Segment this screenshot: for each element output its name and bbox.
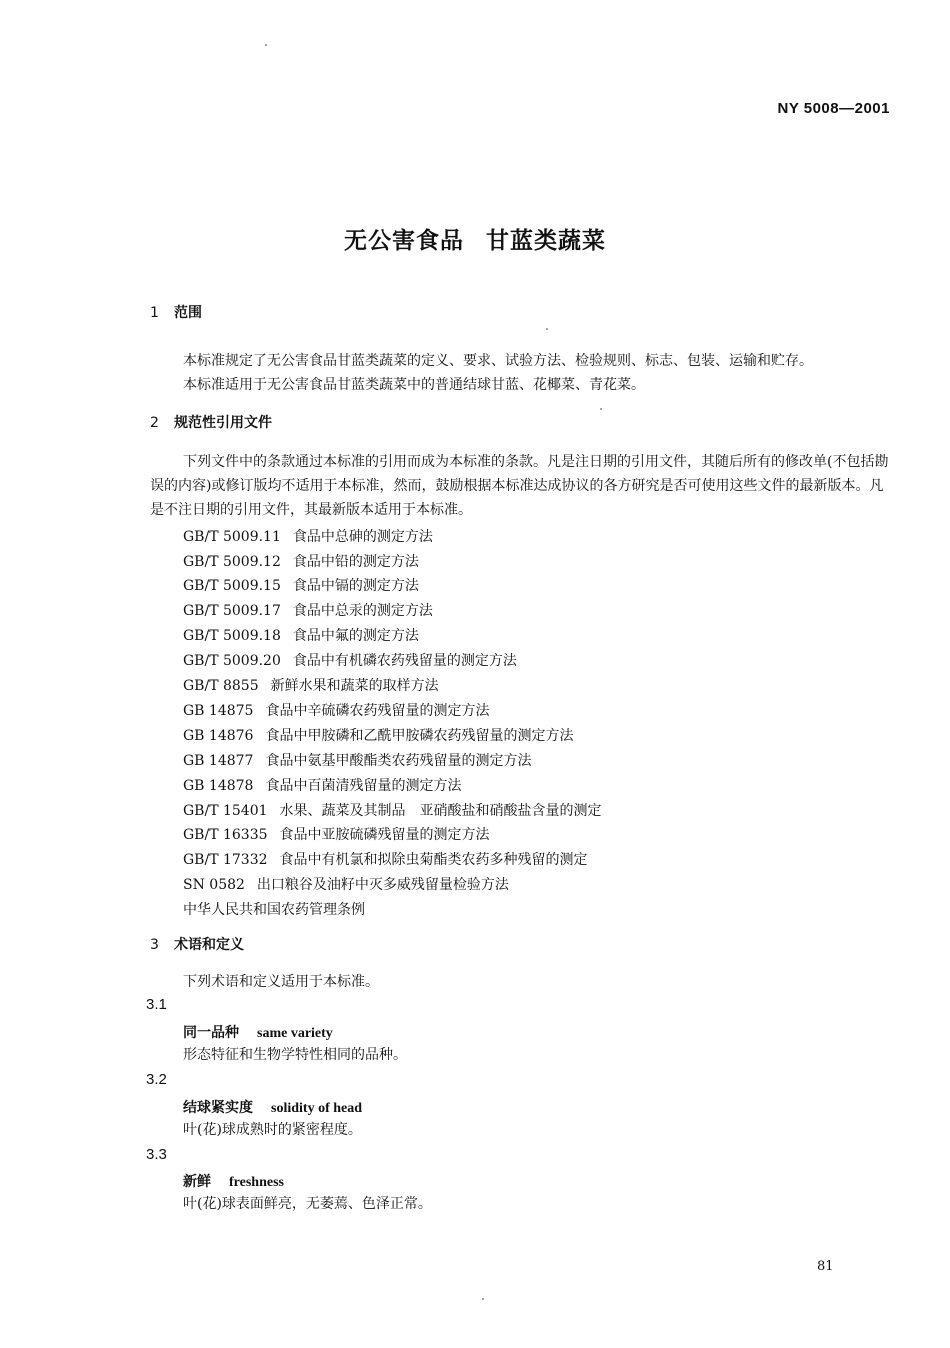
term-definition: 叶(花)球成熟时的紧密程度。: [183, 1122, 362, 1138]
scan-speck: [600, 408, 602, 410]
section-title: 规范性引用文件: [174, 415, 272, 431]
section-3-intro: 下列术语和定义适用于本标准。: [183, 974, 379, 990]
paragraph: 本标准规定了无公害食品甘蓝类蔬菜的定义、要求、试验方法、检验规则、标志、包装、运输和贮存。: [183, 353, 813, 369]
reference-title: 水果、蔬菜及其制品 亚硝酸盐和硝酸盐含量的测定: [279, 803, 602, 819]
title-part1: 无公害食品: [344, 228, 464, 254]
term-heading: [183, 1097, 362, 1117]
term-number: 3.3: [146, 1146, 167, 1163]
reference-title: 食品中总砷的测定方法: [292, 529, 433, 545]
term-zh: 同一品种: [183, 1025, 239, 1041]
reference-title: 食品中总汞的测定方法: [292, 603, 433, 619]
reference-item: [183, 650, 517, 670]
reference-title: 新鲜水果和蔬菜的取样方法: [270, 678, 439, 694]
reference-item: [183, 526, 433, 546]
reference-item: [183, 725, 573, 745]
term-number: 3.2: [146, 1071, 167, 1088]
reference-code: GB 14876: [183, 728, 254, 744]
reference-item: [183, 849, 588, 869]
reference-item: [183, 800, 602, 820]
section-3-heading: [150, 934, 244, 954]
section-number: 2: [150, 415, 159, 431]
reference-code: GB/T 16335: [183, 827, 268, 843]
reference-item: [183, 675, 439, 695]
reference-item: [183, 775, 461, 795]
reference-item: [183, 824, 490, 844]
section-2-intro: 下列文件中的条款通过本标准的引用而成为本标准的条款。凡是注日期的引用文件，其随后所有的修改单(不包括勘误的内容)或修订版均不适用于本标准，然而，鼓励根据本标准达成协议的各方研究是否可使用这些文件的最新版本。凡是不注日期的引用文件，其最新版本适用于本标准。: [150, 454, 889, 518]
reference-title: 食品中有机磷农药残留量的测定方法: [292, 653, 517, 669]
reference-item: [183, 600, 433, 620]
reference-code: GB/T 5009.11: [183, 529, 281, 545]
reference-item: [183, 750, 531, 770]
document-title: [0, 222, 950, 255]
reference-item: [183, 700, 489, 720]
reference-title: 食品中氟的测定方法: [292, 628, 419, 644]
reference-code: GB/T 5009.12: [183, 554, 281, 570]
term-heading: [183, 1022, 333, 1042]
term-zh: 结球紧实度: [183, 1100, 253, 1116]
section-number: 1: [150, 305, 159, 321]
section-title: 术语和定义: [174, 937, 244, 953]
reference-code: GB/T 5009.15: [183, 578, 281, 594]
reference-title: 食品中氨基甲酸酯类农药残留量的测定方法: [265, 753, 532, 769]
scan-speck: [482, 1298, 484, 1300]
reference-code: SN 0582: [183, 877, 245, 893]
reference-title: 食品中有机氯和拟除虫菊酯类农药多种残留的测定: [279, 852, 588, 868]
scan-speck: [546, 328, 548, 330]
scan-speck: [265, 44, 267, 46]
term-zh: 新鲜: [183, 1174, 211, 1190]
term-number: 3.1: [146, 996, 167, 1013]
page-number: 81: [817, 1259, 834, 1274]
term-en: solidity of head: [271, 1101, 363, 1116]
reference-code: GB/T 5009.17: [183, 603, 281, 619]
reference-code: GB/T 8855: [183, 678, 259, 694]
reference-title: 食品中亚胺硫磷残留量的测定方法: [279, 827, 490, 843]
section-title: 范围: [174, 305, 202, 321]
reference-title: 出口粮谷及油籽中灭多威残留量检验方法: [256, 877, 509, 893]
reference-code: GB/T 5009.20: [183, 653, 281, 669]
standard-code: NY 5008—2001: [777, 100, 890, 117]
reference-item: [183, 899, 365, 919]
title-part2: 甘蓝类蔬菜: [486, 228, 606, 254]
term-en: same variety: [257, 1026, 333, 1041]
reference-title: 食品中甲胺磷和乙酰甲胺磷农药残留量的测定方法: [265, 728, 574, 744]
reference-item: [183, 551, 419, 571]
reference-title: 食品中镉的测定方法: [292, 578, 419, 594]
reference-title: 食品中百菌清残留量的测定方法: [265, 778, 462, 794]
reference-code: GB 14877: [183, 753, 254, 769]
paragraph: 本标准适用于无公害食品甘蓝类蔬菜中的普通结球甘蓝、花椰菜、青花菜。: [183, 377, 645, 393]
reference-code: GB/T 17332: [183, 852, 268, 868]
reference-item: [183, 625, 419, 645]
reference-code: GB/T 5009.18: [183, 628, 281, 644]
section-1-heading: [150, 302, 202, 322]
term-definition: 叶(花)球表面鲜亮，无萎蔫、色泽正常。: [183, 1196, 432, 1212]
reference-item: [183, 575, 419, 595]
section-number: 3: [150, 937, 159, 953]
reference-title: 食品中铅的测定方法: [292, 554, 419, 570]
term-en: freshness: [229, 1175, 284, 1190]
term-definition: 形态特征和生物学特性相同的品种。: [183, 1047, 407, 1063]
reference-title: 中华人民共和国农药管理条例: [183, 902, 365, 918]
reference-title: 食品中辛硫磷农药残留量的测定方法: [265, 703, 490, 719]
reference-code: GB/T 15401: [183, 803, 268, 819]
term-heading: [183, 1171, 284, 1191]
reference-code: GB 14875: [183, 703, 254, 719]
reference-item: [183, 874, 509, 894]
section-2-heading: [150, 412, 272, 432]
reference-code: GB 14878: [183, 778, 254, 794]
